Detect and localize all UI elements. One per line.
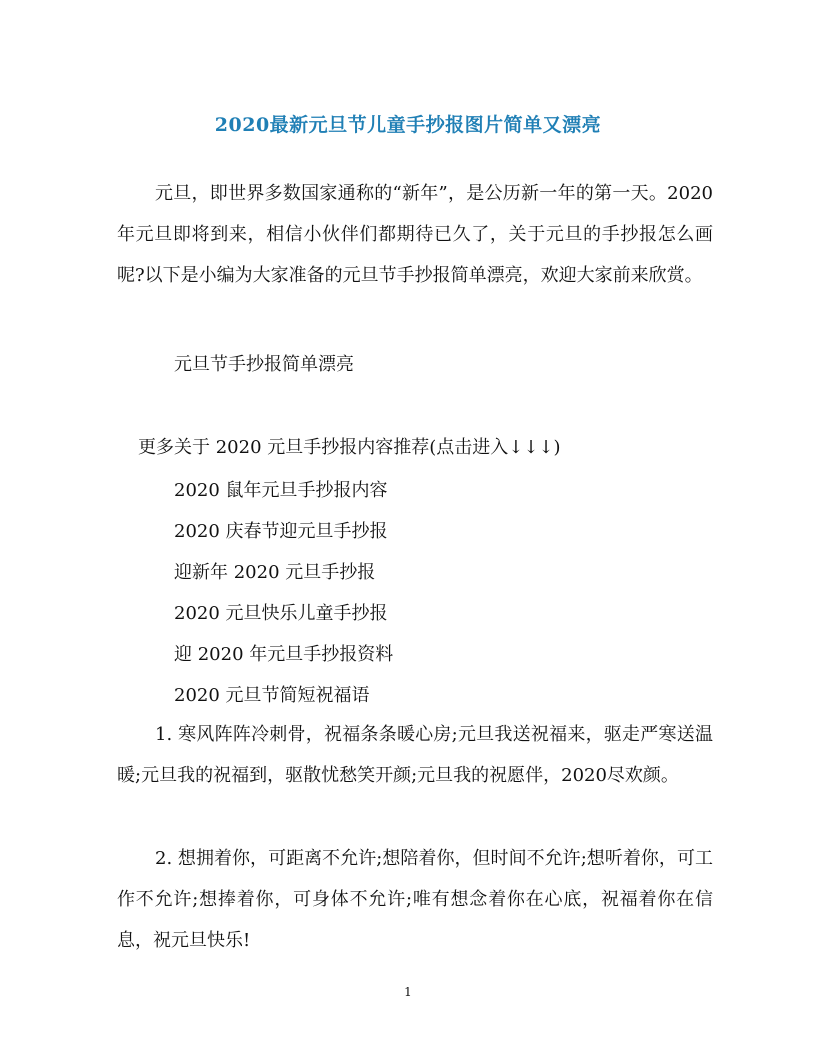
page-title: 2020最新元旦节儿童手抄报图片简单又漂亮	[214, 114, 602, 136]
page-number: 1	[404, 985, 412, 999]
blessing-paragraph-1: 1. 寒风阵阵冷刺骨，祝福条条暖心房;元旦我送祝福来，驱走严寒送温暖;元旦我的祝福到，驱散忧愁笑开颜;元旦我的祝愿伴，2020尽欢颜。	[117, 724, 713, 786]
recommend-link-2[interactable]: 2020 庆春节迎元旦手抄报	[174, 521, 388, 542]
blessing-paragraph-2: 2. 想拥着你，可距离不允许;想陪着你，但时间不允许;想听着你，可工作不允许;想捧着你，可身体不允许;唯有想念着你在心底，祝福着你在信息，祝元旦快乐!	[117, 848, 713, 951]
recommend-link-4[interactable]: 2020 元旦快乐儿童手抄报	[174, 603, 388, 624]
subheading: 元旦节手抄报简单漂亮	[174, 354, 354, 375]
recommend-link-1[interactable]: 2020 鼠年元旦手抄报内容	[174, 480, 388, 501]
more-recommendations-label: 更多关于 2020 元旦手抄报内容推荐(点击进入↓↓↓)	[138, 437, 561, 458]
intro-paragraph: 元旦，即世界多数国家通称的“新年”，是公历新一年的第一天。2020年元旦即将到来，相信小伙伴们都期待已久了，关于元旦的手抄报怎么画呢?以下是小编为大家准备的元旦节手抄报简单漂亮，欢迎大家前来欣赏。	[117, 183, 713, 286]
recommend-link-6[interactable]: 2020 元旦节简短祝福语	[174, 685, 370, 706]
recommend-link-5[interactable]: 迎 2020 年元旦手抄报资料	[174, 644, 394, 665]
recommend-link-3[interactable]: 迎新年 2020 元旦手抄报	[174, 562, 376, 583]
